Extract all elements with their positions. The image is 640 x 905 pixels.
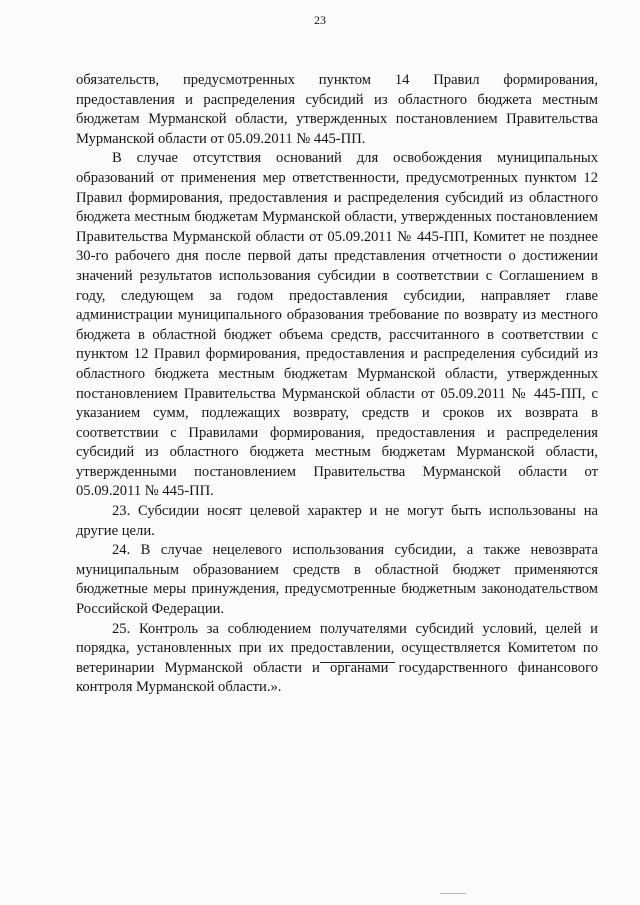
paragraph-25: 25. Контроль за соблюдением получателями субсидий условий, целей и порядка, установленных при их предоставлении, осуществляется Комитетом по ветеринарии Мурманской области и органами государственного финансового контроля Мурманской области.». xyxy=(76,620,598,696)
paragraph-23: 23. Субсидии носят целевой характер и не могут быть использованы на другие цели. xyxy=(76,503,598,539)
paragraph-continuation: обязательств, предусмотренных пунктом 14 Правил формирования, предоставления и распределения субсидий из областного бюджета местным бюджетам Мурманской области, утвержденных постановлением Правительства Мурманской области от 05.09.2011 № 445-ПП. xyxy=(76,72,598,147)
paragraph-refund-requirement: В случае отсутствия оснований для освобождения муниципальных образований от применения мер ответственности, предусмотренных пунктом 12 Правил формирования, предоставления и распределения субсидий из областного бюджета местным бюджетам Мурманской области, утвержденных постановлением Правительства Мурманской области от 05.09.2011 № 445-ПП, Комитет не позднее 30-го рабочего дня после первой даты представления отчетности о достижении значений результатов использования субсидии в соответствии с Соглашением в году, следующем за годом предоставления субсидии, направляет главе администрации муниципального образования требование по возврату из местного бюджета в областной бюджет объема средств, рассчитанного в соответствии с пунктом 12 Правил формирования, предоставления и распределения субсидий из областного бюджета местным бюджетам Мурманской области, утвержденных постановлением Правительства Мурманской области от 05.09.2011 № 445-ПП, с указанием сумм, подлежащих возврату, средств и сроков их возврата в соответствии с Правилами формирования, предоставления и распределения субсидий из областного бюджета местным бюджетам Мурманской области, утвержденными постановлением Правительства Мурманской области от 05.09.2011 № 445-ПП. xyxy=(76,150,598,500)
end-of-document-rule xyxy=(320,662,395,663)
page-number: 23 xyxy=(314,13,326,27)
document-body xyxy=(76,71,598,698)
paragraph-24: 24. В случае нецелевого использования субсидии, а также невозврата муниципальным образованием средств в областной бюджет применяются бюджетные меры принуждения, предусмотренные бюджетным законодательством Российской Федерации. xyxy=(76,542,598,618)
scan-corner-mark xyxy=(440,893,466,894)
